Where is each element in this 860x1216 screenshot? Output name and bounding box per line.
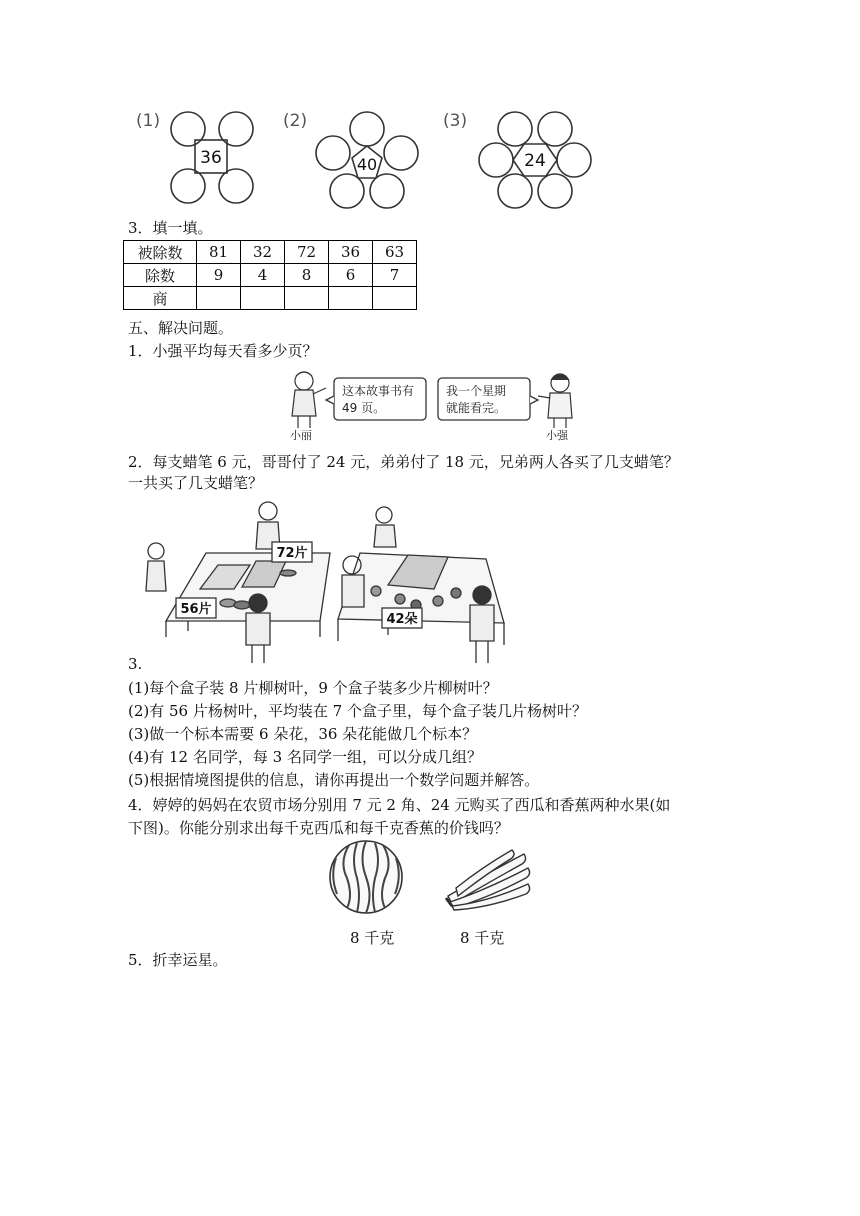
puzzle1-number: 36 [200, 148, 222, 168]
table-row [124, 264, 417, 287]
puzzle2-circle [350, 112, 384, 146]
bubble-left-line2: 49 页。 [342, 401, 386, 415]
puzzle3-circle [498, 174, 532, 208]
puzzle1-circle [219, 112, 253, 146]
watermelon-weight: 8 千克 [350, 929, 395, 947]
reading-illustration [288, 366, 584, 442]
table-cell: 9 [197, 264, 241, 287]
girl-figure [292, 372, 326, 428]
bubble-right-line2: 就能看完。 [446, 401, 507, 415]
table-cell: 72 [285, 241, 329, 264]
table-row [124, 287, 417, 310]
question3-item: (3)做一个标本需要 6 朵花，36 朵花能做几个标本？ [128, 725, 478, 743]
table-cell: 6 [329, 264, 373, 287]
question5-text: 5．折幸运星。 [128, 951, 228, 969]
puzzle3-circle [538, 112, 572, 146]
question1-text: 1．小强平均每天看多少页？ [128, 342, 318, 360]
puzzle2-circle [330, 174, 364, 208]
table-cell: 32 [241, 241, 285, 264]
bubble-right-line1: 我一个星期 [446, 384, 507, 398]
section5-title: 五、解决问题。 [128, 319, 234, 337]
puzzle3-circle [538, 174, 572, 208]
tag-42: 42朵 [386, 612, 418, 627]
puzzle2-label: (2) [283, 111, 308, 131]
answer-cell[interactable] [329, 287, 373, 310]
answer-cell[interactable] [285, 287, 329, 310]
question3-item: (1)每个盒子装 8 片柳树叶，9 个盒子装多少片柳树叶？ [128, 679, 498, 697]
table-header: 被除数 [124, 241, 197, 264]
puzzle3-circle [557, 143, 591, 177]
question4-line2: 下图)。你能分别求出每千克西瓜和每千克香蕉的价钱吗？ [128, 819, 509, 837]
name-xiaoqiang: 小强 [546, 429, 568, 442]
question3-item: (2)有 56 片杨树叶，平均装在 7 个盒子里，每个盒子装几片杨树叶？ [128, 702, 587, 720]
puzzle3-number: 24 [524, 151, 546, 171]
puzzle1-circle [171, 112, 205, 146]
division-table [123, 240, 417, 310]
table-cell: 63 [373, 241, 417, 264]
puzzle1-circle [171, 169, 205, 203]
puzzle3-label: (3) [443, 111, 468, 131]
tag-72: 72片 [276, 546, 308, 561]
table-cell: 81 [197, 241, 241, 264]
question3-item: (4)有 12 名同学，每 3 名同学一组，可以分成几组？ [128, 748, 482, 766]
puzzle2-number: 40 [356, 155, 378, 174]
table-header: 除数 [124, 264, 197, 287]
puzzle3-circle [498, 112, 532, 146]
table-cell: 7 [373, 264, 417, 287]
table-header: 商 [124, 287, 197, 310]
watermelon-image [327, 838, 405, 916]
puzzle2-circle [370, 174, 404, 208]
answer-cell[interactable] [197, 287, 241, 310]
table-row [124, 241, 417, 264]
question3-item: (5)根据情境图提供的信息，请你再提出一个数学问题并解答。 [128, 771, 540, 789]
question2-line1: 2．每支蜡笔 6 元，哥哥付了 24 元，弟弟付了 18 元，兄弟两人各买了几支蜡笔？ [128, 453, 679, 471]
table-cell: 4 [241, 264, 285, 287]
puzzle1-circle [219, 169, 253, 203]
table-cell: 36 [329, 241, 373, 264]
leaf-flower-scene [138, 495, 510, 667]
puzzle1-label: (1) [136, 111, 161, 131]
puzzle3-circle [479, 143, 513, 177]
answer-cell[interactable] [241, 287, 285, 310]
banana-weight: 8 千克 [460, 929, 505, 947]
tag-56: 56片 [180, 602, 212, 617]
bubble-left-line1: 这本故事书有 [342, 384, 415, 398]
answer-cell[interactable] [373, 287, 417, 310]
boy-figure [538, 374, 572, 428]
question3-number: 3. [128, 655, 143, 673]
name-xiaoli: 小丽 [290, 429, 312, 442]
table-cell: 8 [285, 264, 329, 287]
banana-image [442, 846, 534, 912]
question2-line2: 一共买了几支蜡笔？ [128, 474, 264, 492]
question4-line1: 4．婷婷的妈妈在农贸市场分别用 7 元 2 角、24 元购买了西瓜和香蕉两种水果(如 [128, 796, 671, 814]
circle-puzzles [120, 100, 600, 215]
section3-title: 3．填一填。 [128, 219, 213, 237]
puzzle2-circle [384, 136, 418, 170]
puzzle2-circle [316, 136, 350, 170]
circle-puzzles-svg [120, 100, 600, 215]
